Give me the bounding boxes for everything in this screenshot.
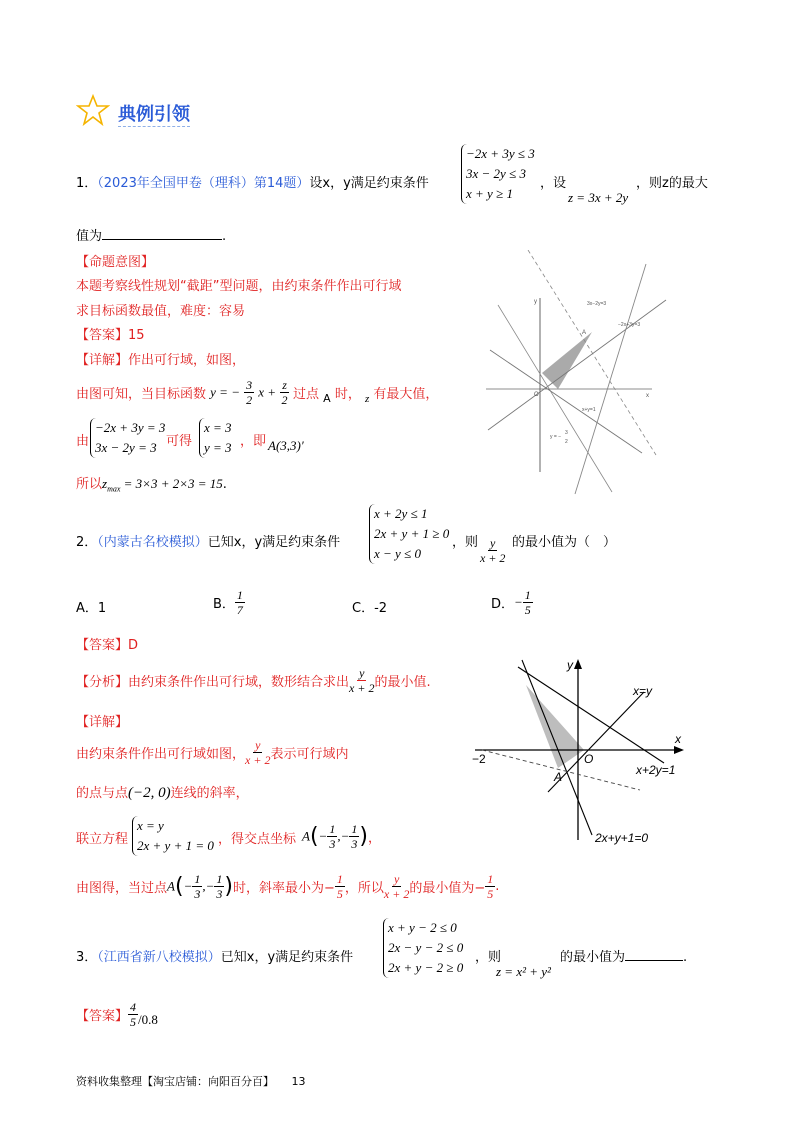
svg-text:x+2y=1: x+2y=1 <box>636 763 676 777</box>
q3-answer: 【答案】 $\frac{4}{5}$ /0.8 <box>76 1000 158 1029</box>
q2-option-c[interactable]: C．-2 <box>352 601 388 616</box>
line-3x-2y <box>528 250 656 455</box>
svg-text:3: 3 <box>565 430 568 436</box>
feasible-region <box>526 685 584 768</box>
q1-constraints: −2x + 3y ≤ 3 3x − 2y ≤ 3 x + y ≥ 1 <box>461 144 535 204</box>
svg-text:x: x <box>646 393 649 399</box>
feasible-region-graph-1 <box>470 250 670 500</box>
q1-intent-2: 求目标函数最值，难度：容易 <box>76 304 246 319</box>
svg-text:x=y: x=y <box>633 684 653 698</box>
footer-text: 资料收集整理【淘宝店铺：向阳百分百】 <box>76 1075 274 1088</box>
q3-source: （江西省新八校模拟） <box>97 950 221 965</box>
q1-objective: z = 3x + 2y <box>568 190 629 205</box>
svg-text:A: A <box>554 770 563 784</box>
q2-answer: 【答案】D <box>76 638 139 653</box>
svg-text:y: y <box>534 299 537 305</box>
q2-detail-tag: 【详解】 <box>76 715 129 730</box>
answer-blank <box>102 239 222 240</box>
q3-constraints: x + y − 2 ≤ 0 2x − y − 2 ≤ 0 2x + y − 2 ≥ 0 <box>383 918 463 978</box>
answer-blank <box>625 960 683 961</box>
q2-stem: 2．（内蒙古名校模拟）已知x，y满足约束条件 <box>76 535 341 550</box>
q1-intent-1: 本题考察线性规划“截距”型问题，由约束条件作出可行域 <box>76 279 402 294</box>
q1-stem-line2: 值为 . <box>76 229 227 244</box>
svg-text:2x+y+1=0: 2x+y+1=0 <box>595 831 649 845</box>
q1-detail-1: 【详解】作出可行域，如图， <box>76 353 246 368</box>
svg-text:y: y <box>567 658 573 672</box>
q1-intent-tag: 【命题意图】 <box>76 255 155 270</box>
line-x-plus-y <box>498 305 612 492</box>
feasible-region-graph-2 <box>470 655 690 850</box>
q1-detail-2: 由图可知，当目标函数 y = − $\frac{3}{2}$ x + $\frac{z}{2}$ 过点 $_A$ 时， $_z$ 有最大值， <box>76 378 439 407</box>
section-title: 典例引领 <box>118 104 190 125</box>
q2-option-a[interactable]: A．1 <box>76 601 107 616</box>
q2-source: （内蒙古名校模拟） <box>97 535 208 550</box>
svg-text:O: O <box>584 752 594 766</box>
svg-text:−2x+3y=3: −2x+3y=3 <box>618 322 641 328</box>
page-number: 13 <box>291 1075 306 1088</box>
line-objective <box>575 264 646 494</box>
svg-text:A: A <box>582 330 587 336</box>
svg-text:x: x <box>675 732 681 746</box>
line-neg2x3y <box>488 300 666 430</box>
q1-detail-4: 所以$z_{max} = 3\times 3 + 2\times 3 = 15$. <box>76 476 227 494</box>
q2-detail-4: 由图得，当过点A(− $\frac{1}{3}$ ,− $\frac{1}{3}$ )时，斜率最小为− $\frac{1}{5}$ ，所以 $\frac{y}{x + 2}$ 的最小值为− $\frac{1}{5}$ . <box>76 872 500 901</box>
title-underline <box>118 126 190 127</box>
q2-option-d[interactable]: D．− $\frac{1}{5}$ <box>491 588 531 617</box>
q2-constraints: x + 2y ≤ 1 2x + y + 1 ≥ 0 x − y ≤ 0 <box>369 504 449 564</box>
svg-text:3x−2y=3: 3x−2y=3 <box>587 301 607 307</box>
footer <box>76 1073 306 1089</box>
q2-detail-2: 的点与点(−2, 0)连线的斜率， <box>76 785 249 801</box>
svg-text:O: O <box>534 392 539 398</box>
svg-text:2: 2 <box>565 439 568 445</box>
q3-stem: 3．（江西省新八校模拟）已知x，y满足约束条件 <box>76 950 354 965</box>
q1-answer: 【答案】15 <box>76 328 145 343</box>
svg-text:y = −: y = − <box>550 434 562 440</box>
q2-option-b[interactable]: B． $\frac{1}{7}$ <box>213 588 243 617</box>
svg-text:x+y=1: x+y=1 <box>582 407 596 413</box>
q2-detail-1: 由约束条件作出可行域如图， $\frac{y}{x + 2}$ 表示可行域内 <box>76 738 349 767</box>
star-icon <box>76 94 110 126</box>
q2-analysis: 【分析】由约束条件作出可行域，数形结合求出 $\frac{y}{x + 2}$ 的最小值. <box>76 666 431 695</box>
svg-text:−2: −2 <box>472 752 486 766</box>
q3-objective: z = x² + y² <box>496 964 551 979</box>
q1-source: （2023年全国甲卷（理科）第14题） <box>97 176 310 191</box>
q1-stem-line1: 1．（2023年全国甲卷（理科）第14题）设x，y满足约束条件 <box>76 176 429 191</box>
